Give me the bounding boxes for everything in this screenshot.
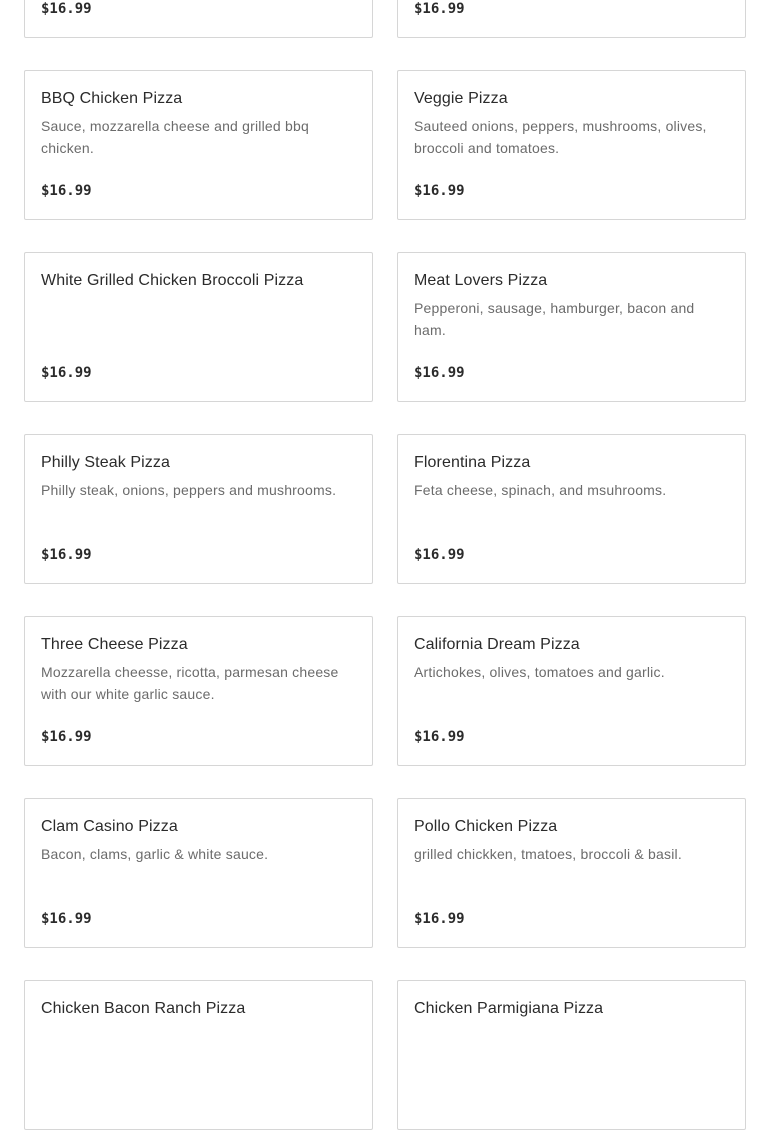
menu-item-card-florentina-pizza[interactable] bbox=[397, 434, 746, 584]
menu-item-price: $16.99 bbox=[414, 547, 465, 563]
menu-item-card-chicken-bacon-ranch-pizza[interactable] bbox=[24, 980, 373, 1130]
menu-item-price: $16.99 bbox=[41, 1, 92, 17]
menu-item-price: $16.99 bbox=[414, 911, 465, 927]
menu-item-description: Feta cheese, spinach, and msuhrooms. bbox=[414, 482, 667, 498]
menu-item-name: Chicken Bacon Ranch Pizza bbox=[41, 1000, 246, 1017]
menu-item-description: grilled chickken, tmatoes, broccoli & basil. bbox=[414, 846, 682, 862]
menu-item-price: $16.99 bbox=[41, 911, 92, 927]
menu-item-name: Veggie Pizza bbox=[414, 90, 508, 107]
menu-item-name: Meat Lovers Pizza bbox=[414, 272, 548, 289]
menu-item-description: Bacon, clams, garlic & white sauce. bbox=[41, 846, 269, 862]
menu-item-name: Clam Casino Pizza bbox=[41, 818, 178, 835]
menu-item-price: $16.99 bbox=[414, 365, 465, 381]
menu-item-description: Sauteed onions, peppers, mushrooms, olives, broccoli and tomatoes. bbox=[414, 118, 707, 156]
menu-item-card-bbq-chicken-pizza[interactable] bbox=[24, 70, 373, 220]
menu-item-card-philly-steak-pizza[interactable] bbox=[24, 434, 373, 584]
menu-item-name: California Dream Pizza bbox=[414, 636, 580, 653]
menu-item-card-clam-casino-pizza[interactable] bbox=[24, 798, 373, 948]
menu-item-name: Three Cheese Pizza bbox=[41, 636, 188, 653]
menu-item-price: $16.99 bbox=[41, 183, 92, 199]
menu-item-card[interactable] bbox=[397, 0, 746, 38]
menu-item-price: $16.99 bbox=[41, 729, 92, 745]
menu-item-price: $16.99 bbox=[41, 365, 92, 381]
menu-item-card-california-dream-pizza[interactable] bbox=[397, 616, 746, 766]
menu-item-price: $16.99 bbox=[41, 547, 92, 563]
menu-item-card-three-cheese-pizza[interactable] bbox=[24, 616, 373, 766]
menu-item-card-white-grilled-chicken-broccoli-pizza[interactable] bbox=[24, 252, 373, 402]
menu-item-description: Philly steak, onions, peppers and mushrooms. bbox=[41, 482, 337, 498]
menu-item-description: Artichokes, olives, tomatoes and garlic. bbox=[414, 664, 665, 680]
menu-item-name: White Grilled Chicken Broccoli Pizza bbox=[41, 272, 304, 289]
menu-item-card-meat-lovers-pizza[interactable] bbox=[397, 252, 746, 402]
menu-item-price: $16.99 bbox=[414, 1, 465, 17]
menu-item-description: Sauce, mozzarella cheese and grilled bbq chicken. bbox=[41, 118, 309, 156]
menu-item-description: Pepperoni, sausage, hamburger, bacon and ham. bbox=[414, 300, 695, 338]
menu-item-card[interactable] bbox=[24, 0, 373, 38]
menu-item-name: Philly Steak Pizza bbox=[41, 454, 170, 471]
menu-item-name: Florentina Pizza bbox=[414, 454, 531, 471]
menu-item-card-pollo-chicken-pizza[interactable] bbox=[397, 798, 746, 948]
menu-item-name: BBQ Chicken Pizza bbox=[41, 90, 183, 107]
menu-item-name: Pollo Chicken Pizza bbox=[414, 818, 558, 835]
menu-item-description: Mozzarella cheesse, ricotta, parmesan cheese with our white garlic sauce. bbox=[41, 664, 339, 702]
menu-item-card-veggie-pizza[interactable] bbox=[397, 70, 746, 220]
menu-item-price: $16.99 bbox=[414, 729, 465, 745]
menu-item-name: Chicken Parmigiana Pizza bbox=[414, 1000, 604, 1017]
menu-items-grid bbox=[24, 0, 746, 1130]
menu-item-price: $16.99 bbox=[414, 183, 465, 199]
menu-item-card-chicken-parmigiana-pizza[interactable] bbox=[397, 980, 746, 1130]
